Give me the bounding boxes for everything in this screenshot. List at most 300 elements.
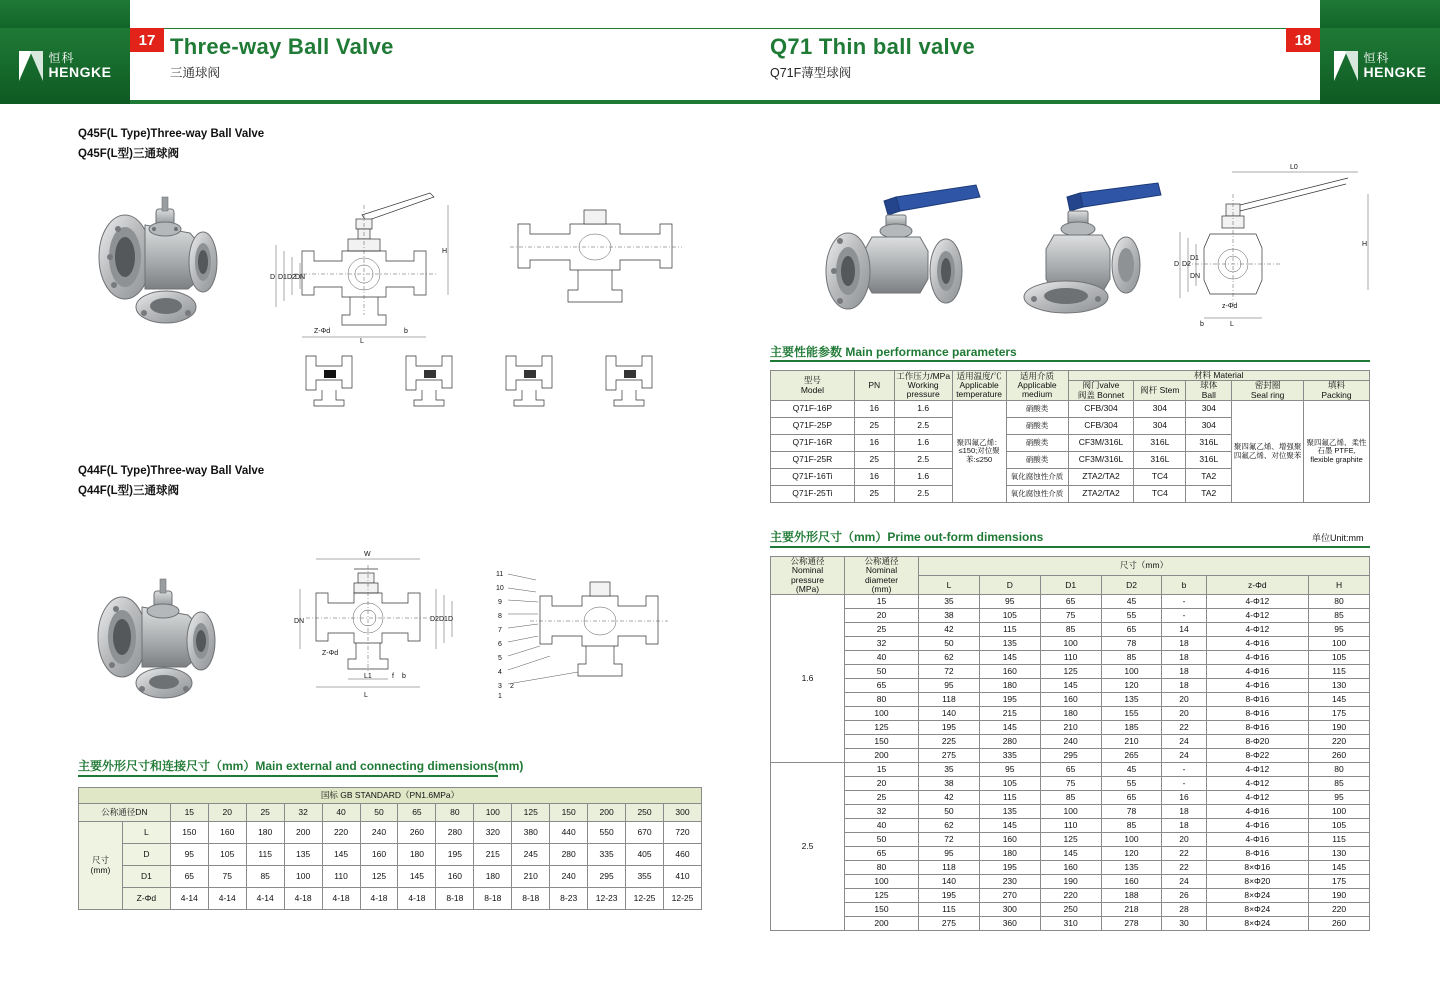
cell: 180 xyxy=(398,844,436,866)
cell-pn: 25 xyxy=(854,486,894,503)
svg-text:f: f xyxy=(392,673,394,680)
cell-model: Q71F-16Ti xyxy=(771,469,855,486)
svg-text:Z-Φd: Z-Φd xyxy=(322,650,339,657)
cell-D2: 120 xyxy=(1101,679,1162,693)
table-row xyxy=(771,847,1370,861)
cell: 65 xyxy=(170,866,208,888)
main-performance-table xyxy=(770,370,1370,503)
cell-D: 145 xyxy=(979,819,1040,833)
cell-D2: 218 xyxy=(1101,903,1162,917)
cell-dn: 100 xyxy=(845,707,919,721)
cell: 12-23 xyxy=(588,888,626,910)
cell: 355 xyxy=(626,866,664,888)
cell-H: 220 xyxy=(1309,735,1370,749)
cell: 240 xyxy=(360,822,398,844)
h-model: 型号 Model xyxy=(771,371,855,401)
cell-L: 225 xyxy=(919,735,980,749)
cell: 720 xyxy=(664,822,702,844)
cell-H: 95 xyxy=(1309,623,1370,637)
table-row-standard xyxy=(79,788,702,804)
svg-text:DN: DN xyxy=(1190,273,1201,280)
table-row xyxy=(771,917,1370,931)
cell-D1: 220 xyxy=(1040,889,1101,903)
cell-zd: 8×Φ16 xyxy=(1206,861,1308,875)
cell-dn: 32 xyxy=(845,805,919,819)
cell-D: 95 xyxy=(979,595,1040,609)
cell-H: 175 xyxy=(1309,875,1370,889)
row-label-D1: D1 xyxy=(122,866,170,888)
cell-dn: 40 xyxy=(845,651,919,665)
cell-H: 85 xyxy=(1309,777,1370,791)
cell-b: 18 xyxy=(1162,637,1206,651)
dn-col-250: 250 xyxy=(626,804,664,822)
cell-D1: 145 xyxy=(1040,847,1101,861)
cell-medium: 氧化腐蚀性介质 xyxy=(1006,486,1068,503)
cell-D2: 278 xyxy=(1101,917,1162,931)
cell-medium: 硝酸类 xyxy=(1006,418,1068,435)
h-col-z-Φd: z-Φd xyxy=(1206,576,1308,595)
cell-D2: 210 xyxy=(1101,735,1162,749)
cell: 215 xyxy=(474,844,512,866)
cell-L: 72 xyxy=(919,665,980,679)
cell: 210 xyxy=(512,866,550,888)
cell-wp: 2.5 xyxy=(894,486,952,503)
section-q45f-line2: Q45F(L型)三通球阀 xyxy=(78,148,179,160)
section-q44f-line1: Q44F(L Type)Three-way Ball Valve xyxy=(78,465,265,477)
cell-zd: 4-Φ16 xyxy=(1206,679,1308,693)
cell-dn: 20 xyxy=(845,777,919,791)
cell-D: 160 xyxy=(979,833,1040,847)
cell-D1: 210 xyxy=(1040,721,1101,735)
svg-text:D1: D1 xyxy=(1190,255,1199,262)
cell: 135 xyxy=(284,844,322,866)
cell-D2: 85 xyxy=(1101,819,1162,833)
cell-D: 145 xyxy=(979,721,1040,735)
table-row xyxy=(771,401,1370,418)
cell-dn: 150 xyxy=(845,903,919,917)
cell-D1: 310 xyxy=(1040,917,1101,931)
section-q44f-line2: Q44F(L型)三通球阀 xyxy=(78,485,179,497)
cell: 460 xyxy=(664,844,702,866)
svg-text:D: D xyxy=(448,616,454,623)
cell: 8-18 xyxy=(474,888,512,910)
cell-L: 35 xyxy=(919,595,980,609)
h-medium: 适用介质 Applicable medium xyxy=(1006,371,1068,401)
cell-zd: 4-Φ12 xyxy=(1206,609,1308,623)
cell-L: 118 xyxy=(919,861,980,875)
cell-b: 22 xyxy=(1162,861,1206,875)
cell-D2: 45 xyxy=(1101,595,1162,609)
cell-L: 50 xyxy=(919,805,980,819)
cell-D2: 160 xyxy=(1101,875,1162,889)
dn-col-15: 15 xyxy=(170,804,208,822)
svg-text:DN: DN xyxy=(295,274,306,281)
cell-D2: 135 xyxy=(1101,693,1162,707)
cell-dn: 80 xyxy=(845,861,919,875)
unit-note: 单位Unit:mm xyxy=(1312,533,1364,543)
cell-zd: 4-Φ12 xyxy=(1206,777,1308,791)
cell-H: 100 xyxy=(1309,805,1370,819)
cell-wp: 2.5 xyxy=(894,452,952,469)
svg-text:D1: D1 xyxy=(439,616,448,623)
cell-dn: 65 xyxy=(845,679,919,693)
svg-text:11: 11 xyxy=(496,571,504,578)
cell-H: 115 xyxy=(1309,665,1370,679)
table-row xyxy=(79,866,702,888)
cell-zd: 8×Φ24 xyxy=(1206,903,1308,917)
cell-D: 135 xyxy=(979,637,1040,651)
cell: 75 xyxy=(208,866,246,888)
cell-L: 115 xyxy=(919,903,980,917)
table-row xyxy=(771,889,1370,903)
cell-H: 175 xyxy=(1309,707,1370,721)
cell-b: 26 xyxy=(1162,889,1206,903)
table-row xyxy=(771,637,1370,651)
cell-D: 215 xyxy=(979,707,1040,721)
cell-dn: 65 xyxy=(845,847,919,861)
cell: 110 xyxy=(322,866,360,888)
cell: 260 xyxy=(398,822,436,844)
cell-seal: 聚四氟乙烯、增强聚四氟乙烯、对位聚苯 xyxy=(1232,401,1304,503)
svg-text:D: D xyxy=(1174,261,1180,268)
cell-zd: 8-Φ16 xyxy=(1206,693,1308,707)
svg-text:b: b xyxy=(1200,321,1204,328)
svg-text:z-Φd: z-Φd xyxy=(1222,303,1238,310)
cell-b: 30 xyxy=(1162,917,1206,931)
cell-bonnet: CF3M/316L xyxy=(1068,435,1134,452)
cell-dn: 15 xyxy=(845,595,919,609)
cell-stem: 304 xyxy=(1134,418,1186,435)
svg-text:L: L xyxy=(360,338,364,345)
svg-text:D2: D2 xyxy=(1182,261,1191,268)
cell-L: 95 xyxy=(919,679,980,693)
cell: 4-14 xyxy=(246,888,284,910)
cell-L: 140 xyxy=(919,875,980,889)
standard-label: 国标 GB STANDARD（PN1.6MPa） xyxy=(79,788,702,804)
table-row xyxy=(79,888,702,910)
cell-D2: 65 xyxy=(1101,791,1162,805)
cell-dn: 50 xyxy=(845,665,919,679)
cell-dn: 200 xyxy=(845,749,919,763)
heading-prime-dims: 主要外形尺寸（mm）Prime out-form dimensions xyxy=(770,530,1044,544)
cell: 150 xyxy=(170,822,208,844)
cell-D2: 185 xyxy=(1101,721,1162,735)
svg-text:H: H xyxy=(442,248,448,255)
cell-b: 24 xyxy=(1162,749,1206,763)
heading-main-performance: 主要性能参数 Main performance parameters xyxy=(770,345,1017,359)
cell-dn: 32 xyxy=(845,637,919,651)
svg-text:D: D xyxy=(270,274,276,281)
cell-pn: 16 xyxy=(854,469,894,486)
table-row xyxy=(771,707,1370,721)
cell-D2: 78 xyxy=(1101,805,1162,819)
cell-H: 80 xyxy=(1309,763,1370,777)
cell: 105 xyxy=(208,844,246,866)
cell-dn: 25 xyxy=(845,791,919,805)
cell-pressure: 2.5 xyxy=(771,763,845,931)
cell-b: 14 xyxy=(1162,623,1206,637)
header-left-title-en: Three-way Ball Valve xyxy=(170,34,394,59)
cell-dn: 125 xyxy=(845,721,919,735)
cell-zd: 4-Φ16 xyxy=(1206,833,1308,847)
cell: 8-18 xyxy=(436,888,474,910)
cell-dn: 125 xyxy=(845,889,919,903)
cell-D2: 120 xyxy=(1101,847,1162,861)
cell-zd: 4-Φ16 xyxy=(1206,819,1308,833)
cell-H: 115 xyxy=(1309,833,1370,847)
table-row xyxy=(79,822,702,844)
cell-zd: 4-Φ16 xyxy=(1206,651,1308,665)
cell-D: 360 xyxy=(979,917,1040,931)
cell-D2: 78 xyxy=(1101,637,1162,651)
logo-en-text-right: HENGKE xyxy=(1363,63,1427,80)
cell-dn: 100 xyxy=(845,875,919,889)
dn-col-65: 65 xyxy=(398,804,436,822)
cell: 220 xyxy=(322,822,360,844)
svg-text:D2: D2 xyxy=(430,616,439,623)
logo-mark-icon xyxy=(19,49,45,83)
cell-D2: 135 xyxy=(1101,861,1162,875)
cell-b: - xyxy=(1162,595,1206,609)
dn-col-300: 300 xyxy=(664,804,702,822)
logo-cn-text-right: 恒科 xyxy=(1363,51,1390,66)
cell-H: 190 xyxy=(1309,721,1370,735)
cell: 160 xyxy=(360,844,398,866)
cell-D1: 145 xyxy=(1040,679,1101,693)
cell-b: 24 xyxy=(1162,735,1206,749)
cell-D1: 295 xyxy=(1040,749,1101,763)
cell-D2: 45 xyxy=(1101,763,1162,777)
cell-zd: 8×Φ20 xyxy=(1206,875,1308,889)
cell: 12-25 xyxy=(626,888,664,910)
cell-bonnet: CF3M/316L xyxy=(1068,452,1134,469)
cell-D1: 190 xyxy=(1040,875,1101,889)
section-q45f-line1: Q45F(L Type)Three-way Ball Valve xyxy=(78,128,265,140)
rule-prime-dims xyxy=(770,546,1370,548)
cell-L: 275 xyxy=(919,749,980,763)
table-row xyxy=(771,805,1370,819)
logo-right xyxy=(1320,28,1440,104)
svg-text:3: 3 xyxy=(498,683,502,690)
cell-H: 260 xyxy=(1309,749,1370,763)
cell-model: Q71F-25Ti xyxy=(771,486,855,503)
cell-D: 105 xyxy=(979,777,1040,791)
cell-D1: 250 xyxy=(1040,903,1101,917)
q45f-section-drawing xyxy=(500,190,690,320)
h-col-b: b xyxy=(1162,576,1206,595)
cell-D1: 110 xyxy=(1040,819,1101,833)
cell-D: 195 xyxy=(979,861,1040,875)
cell-D: 180 xyxy=(979,847,1040,861)
table-row xyxy=(771,833,1370,847)
cell-D2: 85 xyxy=(1101,651,1162,665)
cell-ball: 316L xyxy=(1186,435,1232,452)
h-col-L: L xyxy=(919,576,980,595)
cell-zd: 4-Φ16 xyxy=(1206,637,1308,651)
cell-D1: 240 xyxy=(1040,735,1101,749)
page-number-left: 17 xyxy=(130,28,164,52)
svg-text:D1: D1 xyxy=(278,274,287,281)
h-col-D1: D1 xyxy=(1040,576,1101,595)
cell-D2: 155 xyxy=(1101,707,1162,721)
cell-L: 118 xyxy=(919,693,980,707)
cell: 160 xyxy=(436,866,474,888)
cell-model: Q71F-25P xyxy=(771,418,855,435)
cell-wp: 1.6 xyxy=(894,469,952,486)
table-row xyxy=(771,735,1370,749)
cell-D: 195 xyxy=(979,693,1040,707)
table-row xyxy=(771,875,1370,889)
table-row xyxy=(771,903,1370,917)
table-row xyxy=(771,651,1370,665)
cell-model: Q71F-16R xyxy=(771,435,855,452)
table-row xyxy=(79,844,702,866)
cell-zd: 4-Φ16 xyxy=(1206,665,1308,679)
cell-stem: 316L xyxy=(1134,452,1186,469)
cell: 335 xyxy=(588,844,626,866)
svg-text:Z-Φd: Z-Φd xyxy=(314,328,331,335)
table-row xyxy=(771,679,1370,693)
cell-temperature: 聚四氟乙烯：≤150;对位聚苯:≤250 xyxy=(952,401,1006,503)
cell-D: 95 xyxy=(979,763,1040,777)
dn-col-125: 125 xyxy=(512,804,550,822)
table-row xyxy=(771,693,1370,707)
cell-dn: 25 xyxy=(845,623,919,637)
dn-col-50: 50 xyxy=(360,804,398,822)
h-material: 材料 Material xyxy=(1068,371,1369,381)
cell-dn: 40 xyxy=(845,819,919,833)
dn-col-100: 100 xyxy=(474,804,512,822)
cell-b: 18 xyxy=(1162,819,1206,833)
cell-D1: 160 xyxy=(1040,693,1101,707)
cell-b: 22 xyxy=(1162,847,1206,861)
cell-L: 195 xyxy=(919,889,980,903)
cell: 4-18 xyxy=(398,888,436,910)
svg-text:10: 10 xyxy=(496,585,504,592)
cell-b: - xyxy=(1162,777,1206,791)
prime-outform-dimensions-table xyxy=(770,556,1370,931)
header-right-title-en: Q71 Thin ball valve xyxy=(770,34,975,59)
cell-zd: 4-Φ12 xyxy=(1206,623,1308,637)
cell-L: 140 xyxy=(919,707,980,721)
cell-D2: 55 xyxy=(1101,609,1162,623)
cell-wp: 2.5 xyxy=(894,418,952,435)
dn-col-32: 32 xyxy=(284,804,322,822)
table-row xyxy=(771,819,1370,833)
cell-L: 50 xyxy=(919,637,980,651)
q44f-technical-drawing xyxy=(270,545,470,705)
cell-D: 115 xyxy=(979,623,1040,637)
rule-main-performance xyxy=(770,360,1370,362)
cell: 380 xyxy=(512,822,550,844)
cell-D: 105 xyxy=(979,609,1040,623)
cell-D1: 125 xyxy=(1040,665,1101,679)
cell-dn: 200 xyxy=(845,917,919,931)
cell-D: 300 xyxy=(979,903,1040,917)
cell: 405 xyxy=(626,844,664,866)
cell-D: 230 xyxy=(979,875,1040,889)
cell-zd: 4-Φ16 xyxy=(1206,805,1308,819)
svg-text:2: 2 xyxy=(510,683,514,690)
cell-L: 38 xyxy=(919,777,980,791)
h-temperature: 适用温度/℃ Applicable temperature xyxy=(952,371,1006,401)
cell-zd: 8-Φ16 xyxy=(1206,721,1308,735)
cell-D: 270 xyxy=(979,889,1040,903)
cell: 550 xyxy=(588,822,626,844)
cell-wp: 1.6 xyxy=(894,435,952,452)
cell-ball: TA2 xyxy=(1186,486,1232,503)
cell-H: 145 xyxy=(1309,861,1370,875)
logo-left xyxy=(0,28,130,104)
svg-text:1: 1 xyxy=(498,693,502,700)
q44f-valve-photo xyxy=(70,565,270,715)
cell-dn: 80 xyxy=(845,693,919,707)
cell-pressure: 1.6 xyxy=(771,595,845,763)
cell-H: 95 xyxy=(1309,791,1370,805)
cell-D1: 125 xyxy=(1040,833,1101,847)
cell-D1: 110 xyxy=(1040,651,1101,665)
cell-L: 72 xyxy=(919,833,980,847)
header-right-title-cn: Q71F薄型球阀 xyxy=(770,66,852,80)
top-bar-left xyxy=(0,0,130,28)
cell-medium: 氧化腐蚀性介质 xyxy=(1006,469,1068,486)
table-row xyxy=(771,623,1370,637)
cell: 100 xyxy=(284,866,322,888)
svg-text:W: W xyxy=(364,551,371,558)
cell-D1: 85 xyxy=(1040,791,1101,805)
cell-D2: 65 xyxy=(1101,623,1162,637)
cell-D2: 188 xyxy=(1101,889,1162,903)
table-row xyxy=(771,763,1370,777)
cell-stem: 316L xyxy=(1134,435,1186,452)
table-row xyxy=(771,665,1370,679)
cell: 8-23 xyxy=(550,888,588,910)
cell-H: 105 xyxy=(1309,819,1370,833)
dn-col-20: 20 xyxy=(208,804,246,822)
main-external-dimensions-table xyxy=(78,787,702,910)
cell: 4-18 xyxy=(322,888,360,910)
svg-text:7: 7 xyxy=(498,627,502,634)
cell-D1: 100 xyxy=(1040,805,1101,819)
cell: 240 xyxy=(550,866,588,888)
cell-stem: 304 xyxy=(1134,401,1186,418)
cell-medium: 硝酸类 xyxy=(1006,401,1068,418)
cell-dn: 15 xyxy=(845,763,919,777)
cell-zd: 4-Φ12 xyxy=(1206,791,1308,805)
cell-pn: 25 xyxy=(854,452,894,469)
header-underline xyxy=(130,100,1320,104)
cell-D1: 65 xyxy=(1040,763,1101,777)
cell-L: 62 xyxy=(919,819,980,833)
cell-H: 130 xyxy=(1309,679,1370,693)
cell: 4-18 xyxy=(284,888,322,910)
cell-D1: 160 xyxy=(1040,861,1101,875)
cell: 410 xyxy=(664,866,702,888)
cell-D: 180 xyxy=(979,679,1040,693)
cell-L: 42 xyxy=(919,623,980,637)
cell-b: 20 xyxy=(1162,693,1206,707)
h-bonnet: 阀门valve 阀盖 Bonnet xyxy=(1068,381,1134,401)
cell-b: 18 xyxy=(1162,805,1206,819)
cell-H: 105 xyxy=(1309,651,1370,665)
cell-zd: 8-Φ20 xyxy=(1206,735,1308,749)
cell: 440 xyxy=(550,822,588,844)
cell-H: 260 xyxy=(1309,917,1370,931)
table-row xyxy=(771,721,1370,735)
q71f-valve-photo-2 xyxy=(980,175,1170,315)
cell-L: 38 xyxy=(919,609,980,623)
cell-L: 195 xyxy=(919,721,980,735)
